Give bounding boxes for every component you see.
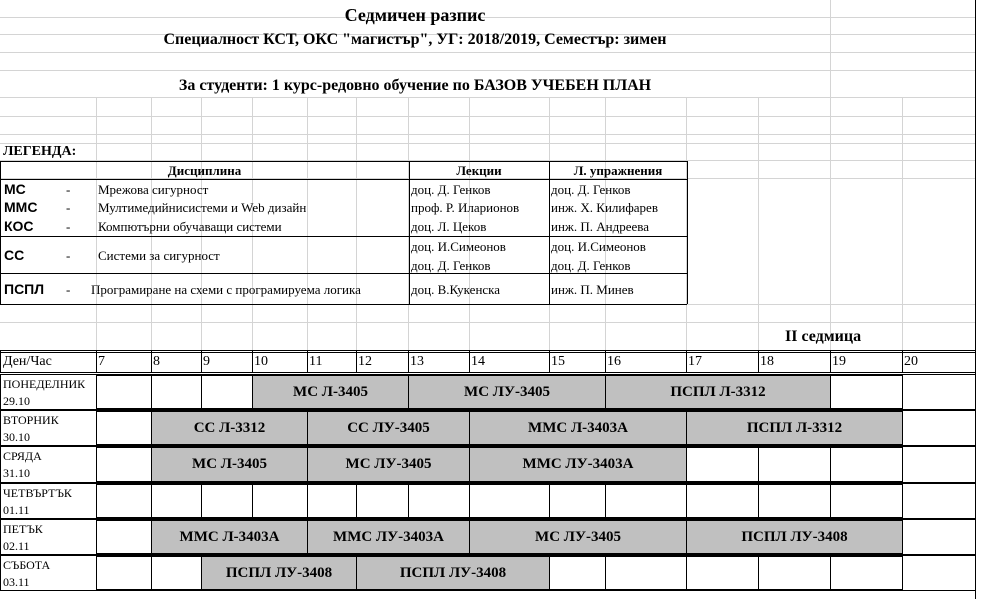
empty-cell[interactable] bbox=[96, 520, 152, 554]
header-hour: 12 bbox=[358, 354, 372, 369]
schedule-rule bbox=[201, 350, 202, 372]
schedule-rule bbox=[0, 350, 975, 351]
legend-lecturer: проф. Р. Иларионов bbox=[411, 200, 520, 215]
header-hour: 19 bbox=[832, 354, 846, 369]
class-block[interactable]: МС ЛУ-3405 bbox=[307, 447, 470, 482]
empty-cell[interactable] bbox=[758, 556, 831, 590]
legend-lecturer: доц. Л. Цеков bbox=[411, 219, 487, 234]
class-block[interactable]: ПСПЛ ЛУ-3408 bbox=[356, 556, 550, 590]
schedule-rule bbox=[0, 350, 1, 372]
legend-rule bbox=[0, 236, 687, 237]
schedule-rule bbox=[96, 446, 97, 482]
schedule-rule bbox=[96, 483, 97, 518]
day-date: 29.10 bbox=[3, 394, 30, 408]
header-hour: 18 bbox=[760, 354, 774, 369]
schedule-rule bbox=[96, 410, 97, 445]
legend-abbr: МС bbox=[4, 181, 26, 197]
header-hour: 16 bbox=[607, 354, 621, 369]
class-block[interactable]: СС ЛУ-3405 bbox=[307, 411, 470, 445]
empty-cell[interactable] bbox=[151, 556, 202, 590]
empty-cell[interactable] bbox=[758, 484, 831, 518]
class-block[interactable]: ММС ЛУ-3403А bbox=[307, 520, 470, 554]
empty-cell[interactable] bbox=[201, 375, 253, 409]
legend-rule bbox=[0, 273, 687, 274]
header-hour: 9 bbox=[203, 354, 210, 369]
class-block[interactable]: ММС Л-3403А bbox=[469, 411, 687, 445]
legend-header-lectures: Лекции bbox=[456, 163, 502, 178]
header-hour: 13 bbox=[410, 354, 424, 369]
day-name: ВТОРНИК bbox=[3, 413, 59, 427]
day-date: 03.11 bbox=[3, 575, 30, 589]
legend-abbr: СС bbox=[4, 247, 25, 263]
legend-lecturer: доц. В.Кукенска bbox=[411, 282, 501, 297]
students-caption: За студенти: 1 курс-редовно обучение по БАЗОВ УЧЕБЕН ПЛАН bbox=[178, 77, 652, 94]
page-title: Седмичен разпис bbox=[344, 5, 486, 25]
empty-cell[interactable] bbox=[408, 484, 470, 518]
class-block[interactable]: ММС ЛУ-3403А bbox=[469, 447, 687, 482]
legend-dash: - bbox=[66, 282, 71, 297]
empty-cell[interactable] bbox=[830, 484, 903, 518]
schedule-rule bbox=[0, 352, 975, 353]
schedule-rule bbox=[408, 350, 409, 372]
empty-cell[interactable] bbox=[605, 484, 687, 518]
schedule-rule bbox=[0, 374, 1, 409]
class-block[interactable]: МС ЛУ-3405 bbox=[408, 375, 606, 409]
legend-abbr: ММС bbox=[4, 199, 38, 215]
schedule-rule bbox=[0, 410, 1, 445]
schedule-rule bbox=[96, 555, 97, 590]
schedule-rule bbox=[605, 350, 606, 372]
legend-discipline-name: Мрежова сигурност bbox=[98, 182, 209, 197]
empty-cell[interactable] bbox=[830, 447, 903, 482]
legend-dash: - bbox=[66, 219, 71, 234]
empty-cell[interactable] bbox=[605, 556, 687, 590]
header-hour: 17 bbox=[688, 354, 702, 369]
legend-rule bbox=[549, 161, 550, 304]
legend-discipline-name: Мултимедийнисистеми и Web дизайн bbox=[98, 200, 307, 215]
empty-cell[interactable] bbox=[830, 375, 903, 409]
class-block[interactable]: ПСПЛ ЛУ-3408 bbox=[686, 520, 903, 554]
legend-lecturer: доц. И.Симеонов bbox=[411, 239, 506, 254]
schedule-rule bbox=[96, 350, 97, 372]
empty-cell[interactable] bbox=[469, 484, 550, 518]
day-date: 30.10 bbox=[3, 430, 30, 444]
header-hour: 11 bbox=[309, 354, 323, 369]
schedule-rule bbox=[975, 350, 976, 372]
legend-rule bbox=[0, 161, 1, 304]
legend-rule bbox=[0, 304, 687, 305]
schedule-rule bbox=[0, 555, 1, 590]
legend-lecturer: доц. Д. Генков bbox=[411, 182, 491, 197]
empty-cell[interactable] bbox=[830, 556, 903, 590]
legend-abbr: КОС bbox=[4, 218, 34, 234]
empty-cell[interactable] bbox=[252, 484, 308, 518]
header-daytime: Ден/Час bbox=[3, 354, 52, 369]
legend-discipline-name: Системи за сигурност bbox=[98, 248, 220, 263]
legend-exercise-lecturer: доц. Д. Генков bbox=[551, 182, 631, 197]
header-hour: 7 bbox=[98, 354, 105, 369]
schedule-rule bbox=[549, 350, 550, 372]
empty-cell[interactable] bbox=[549, 484, 606, 518]
empty-cell[interactable] bbox=[307, 484, 357, 518]
schedule-rule bbox=[902, 350, 903, 372]
schedule-rule bbox=[0, 590, 975, 591]
schedule-rule bbox=[0, 372, 975, 373]
empty-cell[interactable] bbox=[96, 447, 152, 482]
schedule-rule bbox=[307, 350, 308, 372]
day-name: СЪБОТА bbox=[3, 558, 51, 572]
schedule-rule bbox=[0, 483, 1, 518]
schedule-rule bbox=[0, 519, 1, 554]
day-date: 01.11 bbox=[3, 503, 30, 517]
legend-dash: - bbox=[66, 248, 71, 263]
page-subtitle: Специалност КСТ, ОКС "магистър", УГ: 2018/2019, Семестър: зимен bbox=[163, 31, 667, 48]
class-block[interactable]: ПСПЛ Л-3312 bbox=[605, 375, 831, 409]
schedule-rule bbox=[758, 350, 759, 372]
legend-header-discipline: Дисциплина bbox=[167, 163, 242, 178]
legend-exercise-lecturer: инж. Х. Килифарев bbox=[551, 200, 658, 215]
day-name: СРЯДА bbox=[3, 449, 42, 463]
schedule-rule bbox=[686, 350, 687, 372]
schedule-rule bbox=[469, 350, 470, 372]
schedule-rule bbox=[830, 350, 831, 372]
header-hour: 10 bbox=[254, 354, 268, 369]
legend-abbr: ПСПЛ bbox=[4, 281, 45, 297]
week-label: II седмица bbox=[785, 328, 862, 345]
schedule-rule bbox=[356, 350, 357, 372]
empty-cell[interactable] bbox=[758, 447, 831, 482]
header-hour: 20 bbox=[904, 354, 918, 369]
empty-cell[interactable] bbox=[96, 411, 152, 445]
legend-dash: - bbox=[66, 200, 71, 215]
legend-label: ЛЕГЕНДА: bbox=[3, 144, 77, 159]
empty-cell[interactable] bbox=[686, 484, 759, 518]
header-hour: 15 bbox=[551, 354, 565, 369]
legend-discipline-name: Програмиране на схеми с програмируема логика bbox=[91, 282, 361, 297]
legend-dash: - bbox=[66, 182, 71, 197]
schedule-rule bbox=[151, 350, 152, 372]
day-date: 02.11 bbox=[3, 539, 30, 553]
empty-cell[interactable] bbox=[686, 447, 759, 482]
legend-lecturer-2: доц. Д. Генков bbox=[411, 258, 491, 273]
legend-rule bbox=[409, 161, 410, 304]
empty-cell[interactable] bbox=[96, 556, 152, 590]
schedule-rule bbox=[96, 519, 97, 554]
empty-cell[interactable] bbox=[549, 556, 606, 590]
class-block[interactable]: МС ЛУ-3405 bbox=[469, 520, 687, 554]
day-name: ПОНЕДЕЛНИК bbox=[3, 377, 86, 391]
schedule-rule bbox=[96, 374, 97, 409]
empty-cell[interactable] bbox=[96, 375, 152, 409]
schedule-rule bbox=[252, 350, 253, 372]
day-date: 31.10 bbox=[3, 466, 30, 480]
empty-cell[interactable] bbox=[356, 484, 409, 518]
schedule-rule bbox=[0, 446, 1, 482]
legend-exercise-lecturer: инж. П. Минев bbox=[551, 282, 634, 297]
day-name: ПЕТЪК bbox=[3, 522, 43, 536]
class-block[interactable]: СС Л-3312 bbox=[151, 411, 308, 445]
header-hour: 8 bbox=[153, 354, 160, 369]
legend-exercise-lecturer: доц. И.Симеонов bbox=[551, 239, 646, 254]
day-name: ЧЕТВЪРТЪК bbox=[3, 486, 72, 500]
empty-cell[interactable] bbox=[96, 484, 152, 518]
empty-cell[interactable] bbox=[151, 375, 202, 409]
class-block[interactable]: ПСПЛ ЛУ-3408 bbox=[201, 556, 357, 590]
legend-exercise-lecturer-2: доц. Д. Генков bbox=[551, 258, 631, 273]
legend-rule bbox=[687, 161, 688, 304]
legend-rule bbox=[0, 161, 687, 162]
class-block[interactable]: ПСПЛ Л-3312 bbox=[686, 411, 903, 445]
legend-discipline-name: Компютърни обучаващи системи bbox=[98, 219, 282, 234]
legend-exercise-lecturer: инж. П. Андреева bbox=[551, 219, 650, 234]
empty-cell[interactable] bbox=[151, 484, 202, 518]
empty-cell[interactable] bbox=[686, 556, 759, 590]
empty-cell[interactable] bbox=[201, 484, 253, 518]
header-hour: 14 bbox=[471, 354, 485, 369]
class-block[interactable]: МС Л-3405 bbox=[252, 375, 409, 409]
class-block[interactable]: МС Л-3405 bbox=[151, 447, 308, 482]
class-block[interactable]: ММС Л-3403А bbox=[151, 520, 308, 554]
legend-header-exercises: Л. упражнения bbox=[573, 163, 663, 178]
legend-rule bbox=[0, 179, 687, 180]
